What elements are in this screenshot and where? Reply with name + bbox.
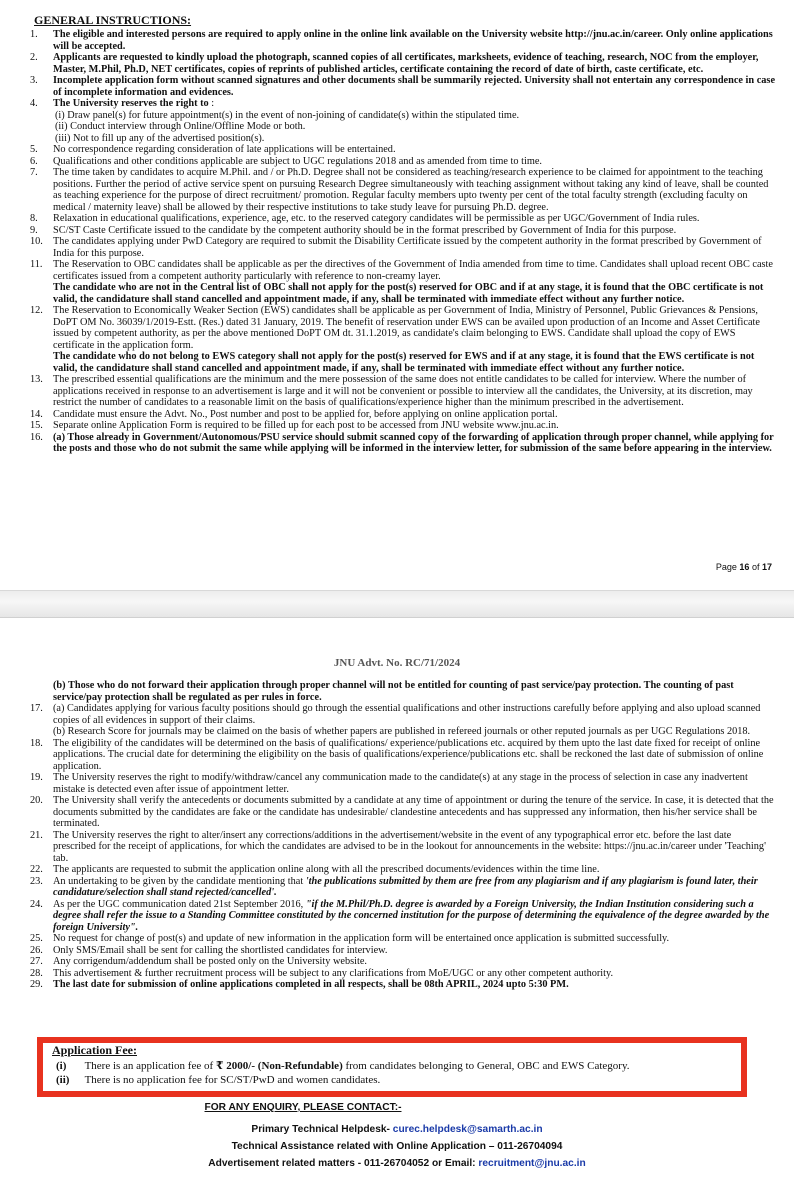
- item-number: 15.: [30, 420, 43, 431]
- list-item: [30, 236, 776, 259]
- item-number: 8.: [30, 213, 38, 224]
- item-text: The University reserves the right to: [53, 98, 209, 109]
- list-item: [30, 899, 776, 934]
- item-16b: (b) Those who do not forward their application through proper channel will not be entitled for counting of past service/pay protection. The counting of past service/pay protection shall be regulated as per rules in force.: [53, 680, 734, 703]
- item-number: 11.: [30, 259, 43, 270]
- item-text: (a) Candidates applying for various faculty positions should go through the essential qualifications and other instructions carefully before applying and also upload scanned copies of all evidences in support of their claims.: [53, 703, 761, 726]
- item-number: 9.: [30, 224, 38, 236]
- item-text: An undertaking to be given by the candidate mentioning that: [53, 875, 304, 887]
- item-text: Applicants are requested to kindly upload the photograph, scanned copies of all certificates, marksheets, evidence of teaching, research, NOC from the employer, Master, M.Phil, Ph.D, NET certificates, copies of reprints of published articles, certificate containing the record of date of birth, caste certificate, etc.: [53, 52, 759, 75]
- item-number: 27.: [30, 956, 43, 967]
- technical-assistance-line: Technical Assistance related with Online Application – 011-26704094: [231, 1141, 563, 1152]
- item-number: 1.: [30, 29, 38, 40]
- page-16: [0, 0, 794, 592]
- item-text: The candidates applying under PwD Category are required to submit the Disability Certificate issued by the competent authority in the format prescribed by Government of India for this purpose.: [53, 236, 762, 259]
- item-number: 26.: [30, 944, 43, 956]
- list-item: [30, 213, 776, 225]
- item-text: The eligible and interested persons are required to apply online in the online link available on the University website http://jnu.ac.in/career. Only online applications will be accepted.: [53, 29, 773, 52]
- sub-item: (iii) Not to fill up any of the advertised position(s).: [55, 132, 265, 144]
- page-number: Page 16 of 17: [715, 562, 772, 572]
- item-number: 5.: [30, 144, 38, 155]
- list-item: [30, 945, 776, 957]
- sub-item: (i) Draw panel(s) for future appointment(s) in the event of non-joining of candidate(s) within the stipulated time.: [55, 109, 520, 121]
- item-text: The candidate who are not in the Central list of OBC shall not apply for the post(s) reserved for OBC and if at any stage, it is found that the OBC certificate is not valid, the candidature shall stand cancelled and appointment made, if any, shall be terminated with immediate effect without any further notice.: [53, 282, 764, 305]
- list-item: [30, 432, 776, 455]
- item-text: No correspondence regarding consideration of late applications will be entertained.: [53, 144, 396, 155]
- item-text: The University reserves the right to alter/insert any corrections/additions in the advertisement/website in the event of any typographical error etc. before the last date prescribed for the receipt of applications, for which the candidates are advised to be in the lookout for announcements in the website: https://jnu.ac.in/career under 'Teaching' tab.: [53, 829, 766, 864]
- item-text: The time taken by candidates to acquire M.Phil. and / or Ph.D. Degree shall not be considered as teaching/research experience to be claimed for appointment to the teaching positions. Further the period of active service spent on pursuing Research Degree simultaneously with teaching assignment without taking any kind of leave, shall be counted as teaching experience for the purpose of direct recruitment/ promotion. Regular faculty members upto twenty per cent of the total faculty strength (excluding faculty on medical / maternity leave) shall be allowed by their respective institutions to take study leave for pursuing Ph.D. degree.: [53, 167, 769, 213]
- list-item: [30, 374, 776, 409]
- list-item: [30, 933, 776, 945]
- list-item: [30, 156, 776, 168]
- item-text: As per the UGC communication dated 21st September 2016,: [53, 898, 304, 910]
- item-text: Separate online Application Form is required to be filled up for each post to be accessed from JNU website www.jnu.ac.in.: [53, 420, 559, 431]
- item-number: 17.: [30, 703, 43, 714]
- fee-line-ii: (ii) There is no application fee for SC/ST/PwD and women candidates.: [56, 1074, 381, 1086]
- list-item: [30, 956, 776, 968]
- list-item: [30, 29, 776, 52]
- item-text: This advertisement & further recruitment process will be subject to any clarifications from MoE/UGC or any other competent authority.: [53, 967, 614, 979]
- item-number: 4.: [30, 98, 38, 109]
- list-item: [30, 864, 776, 876]
- recruitment-email-link[interactable]: recruitment@jnu.ac.in: [478, 1158, 586, 1169]
- item-number: 14.: [30, 408, 43, 420]
- list-item: [30, 876, 776, 899]
- list-item: [30, 795, 776, 830]
- list-item: [30, 305, 776, 374]
- item-text: The candidate who do not belong to EWS category shall not apply for the post(s) reserved for EWS and if at any stage, it is found that the EWS certificate is not valid, the candidature shall stand cancelled and appointment made, if any, shall be terminated with immediate effect without any further notice.: [53, 351, 755, 374]
- list-item: [30, 259, 776, 305]
- sub-item: (ii) Conduct interview through Online/Offline Mode or both.: [55, 121, 306, 132]
- advertisement-matters-line: Advertisement related matters - 011-26704052 or Email: recruitment@jnu.ac.in: [208, 1158, 586, 1169]
- list-item: [30, 52, 776, 75]
- item-text: Candidate must ensure the Advt. No., Post number and post to be applied for, before applying on online application portal.: [53, 408, 558, 420]
- list-item: [30, 225, 776, 237]
- item-text: The prescribed essential qualifications are the minimum and the mere possession of the same does not entitle candidates to be called for interview. Where the number of applications received in response to an advertisement is large and it will not be convenient or possible to interview all the candidates, the University, at its discretion, may restrict the number of candidates to a reasonable limit on the basis of qualifications/experience higher than the minimum prescribed in the advertisement.: [53, 374, 753, 408]
- item-number: 18.: [30, 737, 43, 749]
- item-text: The Reservation to OBC candidates shall be applicable as per the directives of the Government of India amended from time to time. Candidates shall upload recent OBC caste certificates issued from a competent authority particularly with reference to non-creamy layer.: [53, 259, 773, 282]
- list-item: [30, 830, 776, 865]
- item-text: The University reserves the right to modify/withdraw/cancel any communication made to the candidate(s) at any stage in the process of selection in case any inadvertent mistake is detected even after issue of appointment letter.: [53, 772, 748, 795]
- instructions-list-page-16: [30, 29, 776, 455]
- item-text: The last date for submission of online applications completed in all respects, shall be 08th APRIL, 2024 upto 5:30 PM.: [53, 979, 569, 990]
- enquiry-title: FOR ANY ENQUIRY, PLEASE CONTACT:-: [204, 1102, 402, 1113]
- list-item: [30, 144, 776, 156]
- list-item: [30, 772, 776, 795]
- general-instructions-heading: GENERAL INSTRUCTIONS:: [34, 13, 192, 27]
- item-number: 7.: [30, 167, 38, 178]
- item-text: Any corrigendum/addendum shall be posted only on the University website.: [53, 956, 367, 967]
- item-number: 25.: [30, 933, 43, 944]
- list-item: [30, 98, 776, 144]
- item-text: :: [211, 98, 215, 109]
- helpdesk-email-link[interactable]: curec.helpdesk@samarth.ac.in: [392, 1124, 543, 1135]
- item-number: 12.: [30, 305, 43, 316]
- item-text: Incomplete application form without scanned signatures and other documents shall be summarily rejected. University shall not entertain any correspondence in case of incomplete information and evidences.: [53, 75, 776, 98]
- item-number: 21.: [30, 829, 43, 841]
- item-number: 24.: [30, 898, 43, 910]
- item-number: 2.: [30, 52, 38, 63]
- item-text: (a) Those already in Government/Autonomous/PSU service should submit scanned copy of the forwarding of application through proper channel, while applying for the posts and those who do not submit the same while applying will be informed in the interview letter, for submission of the same before appearing in the interview.: [53, 431, 774, 454]
- item-number: 29.: [30, 979, 43, 990]
- item-text: The applicants are requested to submit the application online along with all the prescribed documents/evidences within the time line.: [53, 864, 600, 875]
- item-number: 22.: [30, 864, 43, 875]
- list-item: [30, 968, 776, 980]
- item-number: 23.: [30, 875, 43, 887]
- item-text: "if the M.Phil/Ph.D. degree is awarded by a Foreign University, the Indian Institution considering such a degree shall refer the issue to a Standing Committee constituted by the concerned institution for the purpose of determining the equivalence of the degree awarded by the foreign University".: [53, 898, 770, 933]
- instructions-list-page-17: [30, 680, 776, 991]
- advt-number-header: JNU Advt. No. RC/71/2024: [333, 657, 461, 669]
- item-text: The Reservation to Economically Weaker Section (EWS) candidates shall be applicable as per Government of India, Ministry of Personnel, Public Grievances & Pensions, DoPT OM No. 36039/1/2019-Estt. (Res.) dated 31 January, 2019. The benefit of reservation under EWS can be availed upon production of an Income and Asset Certificate issued by competent authority, as per the above mentioned DoPT OM dt. 31.1.2019, as candidate's claim belonging to EWS. Candidate shall upload the copy of EWS certificate in the application form.: [53, 305, 760, 351]
- item-number: 19.: [30, 772, 43, 783]
- item-text: The University shall verify the antecedents or documents submitted by a candidate at any time of appointment or during the tenure of the service. In case, it is detected that the documents submitted by the candidates are fake or the candidate has undesirable/ clandestine antecedents and has suppressed any information, then his/her service shall be terminated.: [53, 795, 774, 829]
- item-text: No request for change of post(s) and update of new information in the application form will be entertained once application is submitted successfully.: [53, 933, 670, 944]
- list-item: [30, 703, 776, 738]
- item-text: 'the publications submitted by them are free from any plagiarism and if any plagiarism is found later, their candidature/selection shall stand rejected/cancelled'.: [53, 875, 758, 898]
- list-item: [30, 738, 776, 773]
- item-text: Qualifications and other conditions applicable are subject to UGC regulations 2018 and as amended from time to time.: [53, 155, 542, 167]
- list-item: [30, 409, 776, 421]
- item-text: SC/ST Caste Certificate issued to the candidate by the competent authority should be in the format prescribed by Government of India for this purpose.: [53, 224, 677, 236]
- item-text: (b) Research Score for journals may be claimed on the basis of whether papers are published in refereed journals or other reputed journals as per UGC Regulations 2018.: [53, 726, 751, 737]
- item-text: Relaxation in educational qualifications, experience, age, etc. to the reserved category candidates will be permissible as per UGC/Government of India rules.: [53, 213, 700, 224]
- item-number: 20.: [30, 795, 43, 806]
- application-fee-title: Application Fee:: [52, 1043, 137, 1057]
- item-text: The eligibility of the candidates will be determined on the basis of qualifications/ experience/publications etc. acquired by them upto the last date fixed for receipt of online applications. The crucial date for determining the eligibility on the basis of qualifications/experience/publications etc. shall be reckoned the last date of submission of online application.: [53, 737, 764, 772]
- item-text: Only SMS/Email shall be sent for calling the shortlisted candidates for interview.: [53, 944, 388, 956]
- item-number: 6.: [30, 155, 38, 167]
- fee-line-i: (i) There is an application fee of ₹ 2000/- (Non-Refundable) from candidates belonging to General, OBC and EWS Category.: [56, 1060, 630, 1072]
- item-number: 28.: [30, 967, 43, 979]
- item-number: 13.: [30, 374, 43, 385]
- item-number: 16.: [30, 431, 43, 443]
- item-number: 3.: [30, 75, 38, 86]
- list-item: [30, 75, 776, 98]
- list-item: [30, 420, 776, 432]
- helpdesk-line: Primary Technical Helpdesk- curec.helpdesk@samarth.ac.in: [251, 1124, 543, 1135]
- item-number: 10.: [30, 236, 43, 247]
- list-item: [30, 167, 776, 213]
- list-item: [30, 979, 776, 991]
